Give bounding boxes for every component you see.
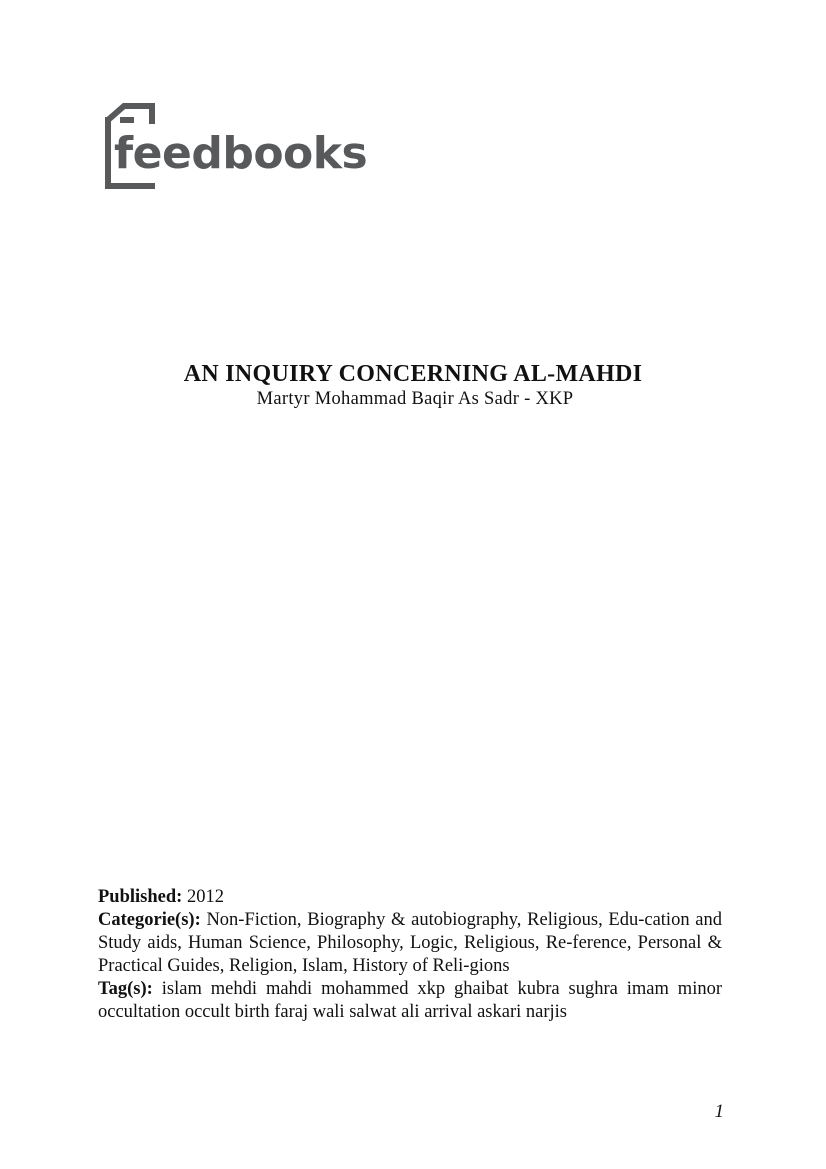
categories-line xyxy=(98,909,722,978)
title-block xyxy=(0,360,826,410)
published-value: 2012 xyxy=(182,887,224,907)
categories-value: Non-Fiction, Biography & autobiography, Religious, Edu-cation and Study aids, Human Science, Philosophy, Logic, Religious, Re-ference, Personal & Practical Guides, Religion, Islam, History of Reli-gions xyxy=(98,910,722,976)
categories-label: Categorie(s): xyxy=(98,910,201,930)
tags-label: Tag(s): xyxy=(98,979,153,999)
book-title: AN INQUIRY CONCERNING AL-MAHDI xyxy=(183,361,643,387)
logo-text: feedbooks xyxy=(114,128,368,179)
published-label: Published: xyxy=(98,887,183,907)
tags-line xyxy=(98,978,722,1024)
published-line xyxy=(98,886,722,909)
page-number: 1 xyxy=(714,1101,724,1122)
tags-value: islam mehdi mahdi mohammed xkp ghaibat kubra sughra imam minor occultation occult birth faraj wali salwat ali arrival askari narjis xyxy=(98,979,722,1022)
feedbooks-logo xyxy=(100,100,368,192)
book-author: Martyr Mohammad Baqir As Sadr - XKP xyxy=(256,389,574,409)
book-metadata xyxy=(98,886,722,1024)
